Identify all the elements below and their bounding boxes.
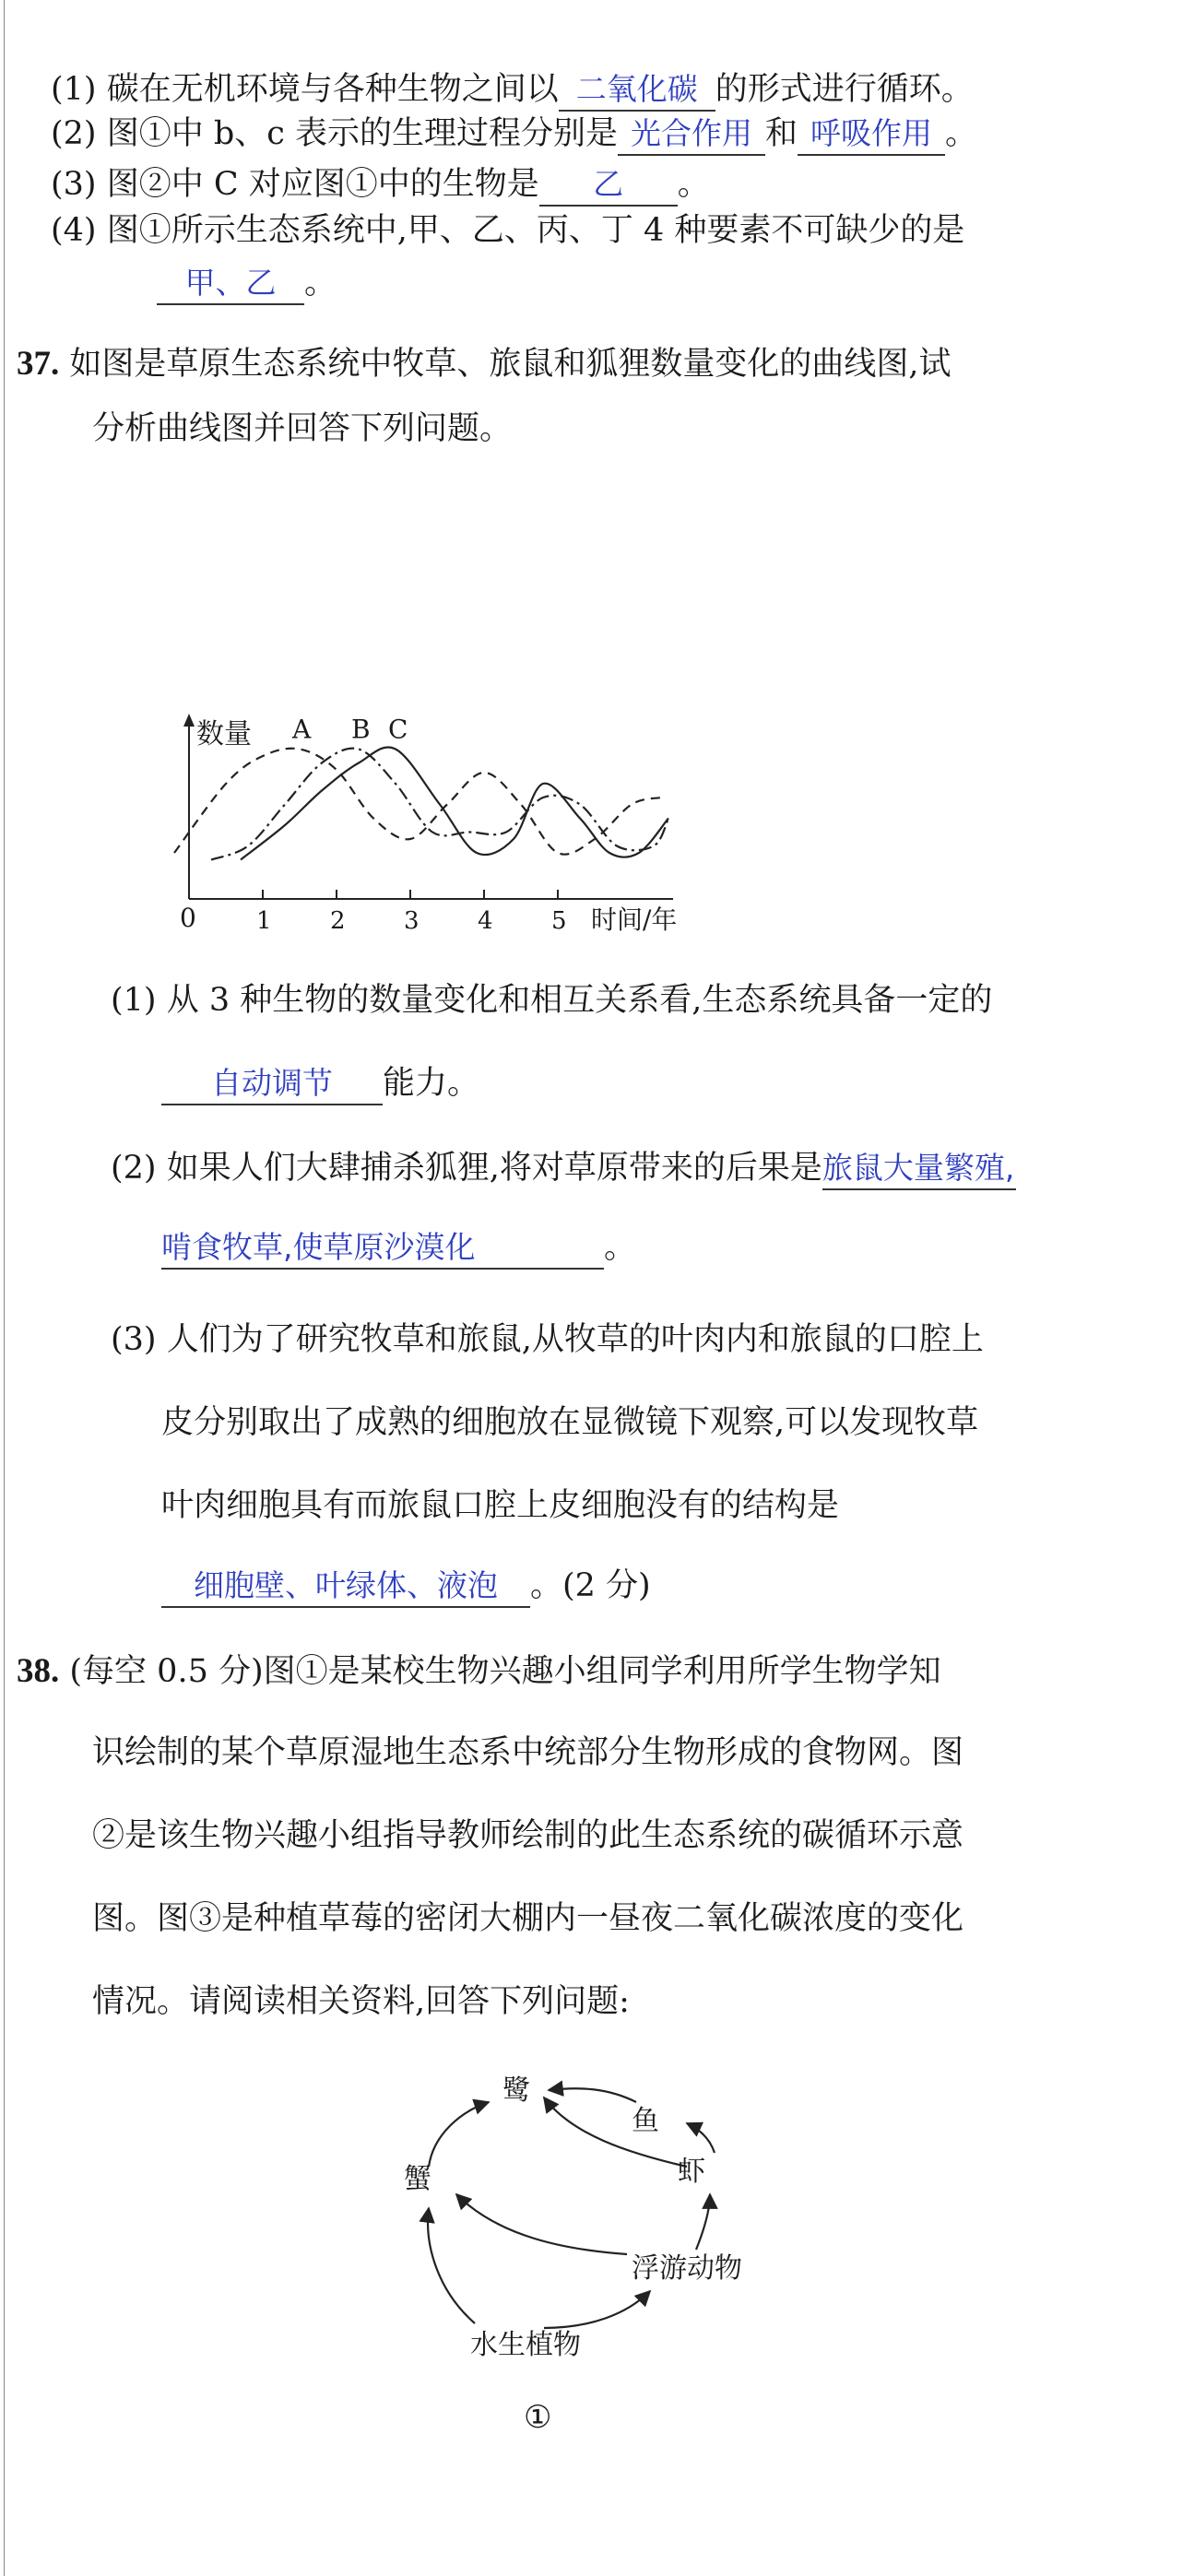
series-label-A: A xyxy=(292,714,312,745)
q36-part1-text-end: 的形式进行循环。 xyxy=(715,71,974,108)
q37-number: 37. xyxy=(17,345,60,383)
q37-part1: (1) 从 3 种生物的数量变化和相互关系看,生态系统具备一定的 xyxy=(111,982,993,1019)
food-web-diagram xyxy=(387,2061,867,2448)
chart-axes xyxy=(180,714,677,935)
x-tick-label: 4 xyxy=(478,907,493,935)
q38-stem-text1: (每空 0.5 分)图①是某校生物兴趣小组同学利用所学生物学知 xyxy=(69,1653,941,1690)
series-label-C: C xyxy=(388,714,408,745)
q36-part2-and: 和 xyxy=(764,115,798,152)
q38-stem-line4: 图。图③是种植草莓的密闭大棚内一昼夜二氧化碳浓度的变化 xyxy=(92,1900,964,1937)
q36-part4: (4) 图①所示生态系统中,甲、乙、丙、丁 4 种要素不可缺少的是 xyxy=(51,212,965,249)
q37-stem-line1 xyxy=(17,341,952,387)
x-tick-label: 3 xyxy=(404,907,420,935)
series-line-A xyxy=(174,749,661,855)
q36-part4-answer[interactable]: 甲、乙 xyxy=(157,263,304,305)
arrow-crab-to-egret xyxy=(429,2102,489,2167)
series-label-B: B xyxy=(351,714,371,745)
node-aquatic-plant: 水生植物 xyxy=(470,2329,581,2361)
q38-stem-line2: 识绘制的某个草原湿地生态系中统部分生物形成的食物网。图 xyxy=(92,1734,964,1771)
q36-part4-period: 。 xyxy=(304,265,337,301)
q36-part3-period: 。 xyxy=(677,166,710,203)
y-axis-label: 数量 xyxy=(196,718,252,750)
page-margin-rule xyxy=(4,0,5,2576)
q36-part2-answer-2[interactable]: 呼吸作用 xyxy=(798,113,945,156)
q38-stem-line5: 情况。请阅读相关资料,回答下列问题: xyxy=(92,1983,630,2020)
q36-part1-answer[interactable]: 二氧化碳 xyxy=(559,69,715,112)
chart-series-group xyxy=(174,747,668,859)
node-fish: 鱼 xyxy=(632,2105,659,2137)
arrow-shrimp-to-fish xyxy=(687,2123,715,2153)
chart-labels-group xyxy=(291,715,408,745)
arrow-zooplankton-to-shrimp xyxy=(696,2194,710,2250)
q37-part3-answer-line xyxy=(161,1563,651,1609)
arrow-plant-to-zooplankton xyxy=(544,2291,650,2328)
q36-part2-answer-1[interactable]: 光合作用 xyxy=(618,113,765,156)
arrow-plant-to-crab xyxy=(428,2208,475,2323)
q37-part3-score: 。(2 分) xyxy=(530,1567,651,1604)
q37-part1-answer-line xyxy=(161,1060,479,1106)
q37-part2 xyxy=(111,1145,1016,1191)
q36-part2 xyxy=(51,111,977,157)
q37-part3-line2: 皮分别取出了成熟的细胞放在显微镜下观察,可以发现牧草 xyxy=(161,1404,979,1441)
y-axis-arrow xyxy=(183,714,195,727)
q37-part1-answer[interactable]: 自动调节 xyxy=(161,1063,383,1105)
q37-part2-period: 。 xyxy=(604,1229,637,1266)
q36-part2-text: (2) 图①中 b、c 表示的生理过程分别是 xyxy=(51,115,618,152)
q37-part3-line3: 叶肉细胞具有而旅鼠口腔上皮细胞没有的结构是 xyxy=(161,1487,840,1524)
node-egret: 鹭 xyxy=(502,2074,530,2107)
q36-part1 xyxy=(51,66,974,112)
q38-stem-line1 xyxy=(17,1648,941,1695)
q37-part2-text: (2) 如果人们大肆捕杀狐狸,将对草原带来的后果是 xyxy=(111,1150,822,1187)
node-zooplankton: 浮游动物 xyxy=(632,2252,742,2285)
x-tick-label: 1 xyxy=(256,907,272,935)
node-shrimp: 虾 xyxy=(678,2156,705,2188)
q36-part3 xyxy=(51,161,710,207)
q37-part2-answer-1[interactable]: 旅鼠大量繁殖, xyxy=(822,1148,1016,1190)
q37-part3-answer[interactable]: 细胞壁、叶绿体、液泡 xyxy=(161,1566,530,1608)
x-tick-label: 5 xyxy=(551,907,567,935)
q36-part1-text: (1) 碳在无机环境与各种生物之间以 xyxy=(51,71,559,108)
q37-part2-answer-2[interactable]: 啃食牧草,使草原沙漠化 xyxy=(161,1227,604,1270)
q38-stem-line3: ②是该生物兴趣小组指导教师绘制的此生态系统的碳循环示意 xyxy=(92,1817,964,1854)
q37-stem-text1: 如图是草原生态系统中牧草、旅鼠和狐狸数量变化的曲线图,试 xyxy=(69,346,952,383)
population-chart xyxy=(148,710,1051,959)
q37-part3-line1: (3) 人们为了研究牧草和旅鼠,从牧草的叶肉内和旅鼠的口腔上 xyxy=(111,1321,984,1358)
q37-part1-text-end: 能力。 xyxy=(383,1065,480,1102)
q36-part3-answer[interactable]: 乙 xyxy=(539,164,678,207)
x-axis-label: 时间/年 xyxy=(591,904,678,935)
q36-part2-period: 。 xyxy=(944,115,977,152)
x-tick-label: 2 xyxy=(330,907,346,935)
origin-label: 0 xyxy=(180,903,196,933)
q36-part3-text: (3) 图②中 C 对应图①中的生物是 xyxy=(51,166,539,203)
arrow-fish-to-egret xyxy=(549,2088,636,2102)
figure-caption: ① xyxy=(524,2399,552,2436)
q37-part2-line2 xyxy=(161,1224,636,1270)
node-crab: 蟹 xyxy=(404,2163,431,2195)
series-line-C xyxy=(241,747,668,859)
q36-part4-answer-line xyxy=(157,260,337,306)
q37-stem-line2: 分析曲线图并回答下列问题。 xyxy=(92,410,513,447)
arrow-zooplankton-to-crab xyxy=(456,2194,627,2254)
q38-number: 38. xyxy=(17,1652,60,1690)
arrow-shrimp-to-egret xyxy=(544,2097,687,2167)
